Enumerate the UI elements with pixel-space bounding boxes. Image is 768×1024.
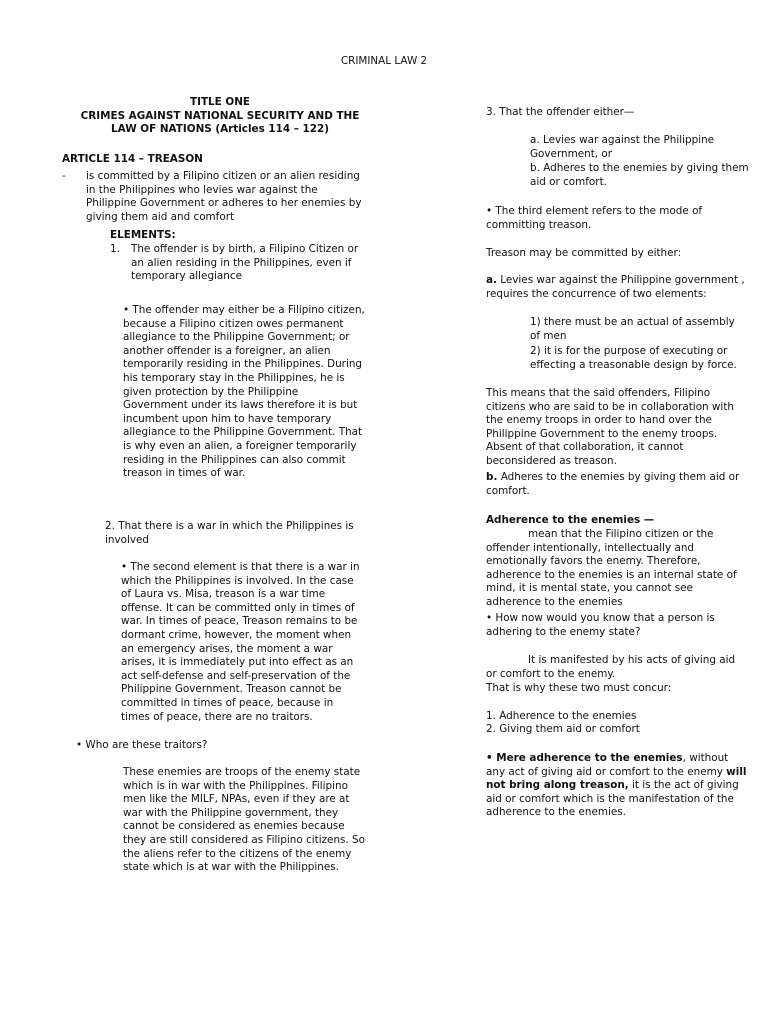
element-1-text: The offender is by birth, a Filipino Citizen or an alien residing in the Philippines, even if temporary allegiance — [131, 243, 359, 283]
mere-adherence-text-2: it is the act of giving aid or comfort which is the manifestation of the adherence to the enemies. — [486, 779, 739, 819]
concur-list-item-2: 2. Giving them aid or comfort — [486, 723, 640, 735]
concur-list-item-1: 1. Adherence to the enemies — [486, 710, 637, 722]
title-line-1: TITLE ONE — [189, 96, 250, 108]
adherence-definition: mean that the Filipino citizen or the offender intentionally, intellectually and emotionally favors the enemy. Therefore, adherence to the enemies is an internal state of mind, it is mental state, you cannot see adherence to the enemies — [486, 528, 737, 608]
mode-a-text: Levies war against the Philippine government , requires the concurrence of two elements: — [486, 274, 745, 300]
adherence-heading: Adherence to the enemies — — [486, 514, 655, 526]
who-traitors-question: • Who are these traitors? — [76, 739, 208, 751]
mode-b-text: Adheres to the enemies by giving them aid or comfort. — [486, 471, 740, 497]
page-header: CRIMINAL LAW 2 — [340, 55, 428, 67]
mode-b — [486, 471, 748, 498]
requirement-2: 2) it is for the purpose of executing or effecting a treasonable design by force. — [530, 345, 737, 371]
element-1-number: 1. — [110, 243, 120, 255]
third-element-note: • The third element refers to the mode of committing treason. — [486, 205, 703, 231]
concur-text: That is why these two must concur: — [486, 682, 672, 694]
element-2-text: 2. That there is a war in which the Philippines is involved — [105, 520, 354, 546]
bullet-second-element: • The second element is that there is a war in which the Philippines is involved. In the case of Laura vs. Misa, treason is a war time offense. It can be committed only in times of war. In times of peace, Treason remains to be dormant crime, however, the moment when an emergency arises, the moment a war arises, it is immediately put into effect as an act self-defense and self-preservation of the Philippine Government. Treason cannot be committed in times of peace, because in times of peace, there are no traitors. — [121, 561, 360, 723]
treason-definition: is committed by a Filipino citizen or an alien residing in the Philippines who levies war against the Philippine Government or adheres to her enemies by giving them aid and comfort — [86, 170, 362, 223]
article-heading: ARTICLE 114 – TREASON — [62, 153, 203, 165]
mode-b-label: b. — [486, 471, 498, 483]
will-not-bring-bold: will not bring along treason, — [486, 765, 747, 792]
manifestation-text: It is manifested by his acts of giving aid or comfort to the enemy. — [486, 654, 736, 680]
elements-label: ELEMENTS: — [110, 229, 176, 241]
committed-either: Treason may be committed by either: — [486, 247, 682, 259]
mode-a-label: a. — [486, 274, 497, 286]
mere-adherence-paragraph — [486, 752, 748, 820]
title-line-3: LAW OF NATIONS (Articles 114 – 122) — [111, 123, 329, 136]
mode-a — [486, 274, 748, 301]
how-question: • How now would you know that a person is adhering to the enemy state? — [486, 612, 715, 638]
option-b: b. Adheres to the enemies by giving them aid or comfort. — [530, 162, 749, 188]
title-line-2: CRIMES AGAINST NATIONAL SECURITY AND THE — [80, 109, 360, 122]
element-3: 3. That the offender either— — [486, 106, 635, 118]
document-title — [60, 96, 380, 137]
dash-marker: - — [62, 170, 66, 182]
mere-adherence-text-1: , without any act of giving aid or comfort to the enemy — [486, 752, 729, 778]
element-2 — [105, 520, 375, 547]
collaboration-explanation: This means that the said offenders, Filipino citizens who are said to be in collaboration with the enemy troops in order to hand over the Philippine Government to the enemy troops. Absent of that collaboration, it cannot beconsidered as treason. — [486, 387, 734, 467]
enemies-explanation: These enemies are troops of the enemy state which is in war with the Philippines. Filipino men like the MILF, NPAs, even if they are at war with the Philippine government, they cannot be considered as enemies because they are still considered as Filipino citizens. So the aliens refer to the citizens of the enemy state which is at war with the Philippines. — [123, 766, 365, 874]
option-a: a. Levies war against the Philippine Government, or — [530, 134, 715, 160]
bullet-first-element: • The offender may either be a Filipino citizen, because a Filipino citizen owes permanent allegiance to the Philippine Government; or another offender is a foreigner, an alien temporarily residing in the Philippines. During his temporary stay in the Philippines, he is given protection by the Philippine Government under its laws therefore it is but incumbent upon him to have temporary allegiance to the Philippine Government. That is why even an alien, a foreigner temporarily residing in the Philippines can also commit treason in times of war. — [123, 304, 365, 480]
requirement-1: 1) there must be an actual of assembly of men — [530, 316, 735, 342]
mere-adherence-bold: • Mere adherence to the enemies — [486, 752, 683, 764]
